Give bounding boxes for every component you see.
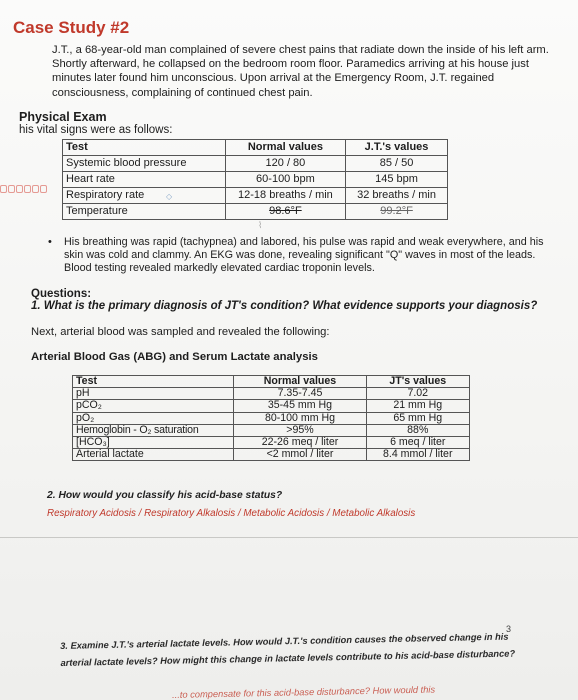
- table-cell: 65 mm Hg: [366, 412, 469, 424]
- question-3: 3. Examine J.T.'s arterial lactate levels. How would J.T.'s condition causes the observed change in his arterial lactate levels? How might this change in lactate levels contribute to his acid-base disturbance?: [60, 631, 516, 668]
- page-title: Case Study #2: [13, 18, 130, 37]
- table-cell: [HCO₃]: [73, 437, 234, 449]
- findings-paragraph: His breathing was rapid (tachypnea) and labored, his pulse was rapid and weak everywhere, and his skin was cold and clammy. An EKG was done, revealing significant "Q" waves in most of the leads. Blood testing revealed markedly elevated cardiac troponin levels.: [64, 236, 544, 274]
- abg-intro-text: Next, arterial blood was sampled and revealed the following:: [31, 326, 330, 338]
- table-header: JT's values: [366, 376, 469, 388]
- table-cell: pO₂: [73, 412, 234, 424]
- question-2: 2. How would you classify his acid-base status?: [47, 490, 283, 501]
- table-cell: 85 / 50: [346, 156, 448, 172]
- table-cell: pH: [73, 388, 234, 400]
- margin-mark: [0, 180, 58, 193]
- table-cell: 32 breaths / min: [346, 188, 448, 204]
- table-cell: 98.6°F: [225, 204, 345, 220]
- intro-paragraph: J.T., a 68-year-old man complained of severe chest pains that radiate down the inside of his left arm. Shortly afterward, he collapsed on the bedroom room floor. Paramedics arriving at his house just minutes later found him unconscious. Upon arrival at the Emergency Room, J.T. regained consciousness, complaining of continued chest pain.: [52, 44, 549, 99]
- table-cell: 22-26 meq / liter: [234, 437, 366, 449]
- table-header: J.T.'s values: [346, 140, 448, 156]
- table-cell: 35-45 mm Hg: [234, 400, 366, 412]
- physical-exam-heading: Physical Exam: [19, 110, 107, 124]
- question-2-answer-options: Respiratory Acidosis / Respiratory Alkalosis / Metabolic Acidosis / Metabolic Alkalosis: [47, 508, 416, 519]
- table-cell: 60-100 bpm: [225, 172, 345, 188]
- table-cell: 12-18 breaths / min: [225, 188, 345, 204]
- table-cell: Heart rate: [63, 172, 226, 188]
- table-cell: pCO₂: [73, 400, 234, 412]
- table-row: [63, 156, 448, 172]
- page-number: 3: [506, 624, 512, 634]
- table-cell: Temperature: [63, 204, 226, 220]
- vital-signs-table: [62, 139, 448, 220]
- table-cell: 8.4 mmol / liter: [366, 449, 469, 461]
- question-3-partial-text: ...to compensate for this acid-base disturbance? How would this: [172, 684, 436, 700]
- table-cell: >95%: [234, 424, 366, 436]
- table-header: Test: [63, 140, 226, 156]
- table-cell: Hemoglobin - O₂ saturation: [73, 424, 234, 436]
- table-cell: <2 mmol / liter: [234, 449, 366, 461]
- question-1: 1. What is the primary diagnosis of JT's condition? What evidence supports your diagnosis?: [31, 300, 538, 312]
- table-row: [73, 424, 470, 436]
- table-row: [63, 172, 448, 188]
- abg-table: [72, 375, 470, 461]
- physical-exam-subheading: his vital signs were as follows:: [19, 124, 173, 136]
- table-cell: 7.35-7.45: [234, 388, 366, 400]
- page-divider: [0, 537, 578, 538]
- bullet-icon: •: [48, 236, 52, 248]
- table-cell: 80-100 mm Hg: [234, 412, 366, 424]
- table-header: Normal values: [234, 376, 366, 388]
- table-cell: Systemic blood pressure: [63, 156, 226, 172]
- table-row: [73, 388, 470, 400]
- table-header: Normal values: [225, 140, 345, 156]
- table-header-row: [63, 140, 448, 156]
- table-cell: 99.2°F: [346, 204, 448, 220]
- table-row: [73, 437, 470, 449]
- table-row: [73, 412, 470, 424]
- table-cell: 88%: [366, 424, 469, 436]
- table-cell: 120 / 80: [225, 156, 345, 172]
- table-header: Test: [73, 376, 234, 388]
- table-cell: 6 meq / liter: [366, 437, 469, 449]
- table-cell: 145 bpm: [346, 172, 448, 188]
- cursor-icon: ⌇: [258, 220, 263, 230]
- table-row: [63, 188, 448, 204]
- table-cell: Arterial lactate: [73, 449, 234, 461]
- table-row: [73, 400, 470, 412]
- table-row: [63, 204, 448, 220]
- pen-mark-icon: ◇: [166, 192, 173, 201]
- table-cell: Respiratory rate: [63, 188, 226, 204]
- table-header-row: [73, 376, 470, 388]
- table-row: [73, 449, 470, 461]
- table-cell: 7.02: [366, 388, 469, 400]
- table-cell: 21 mm Hg: [366, 400, 469, 412]
- questions-heading: Questions:: [31, 288, 92, 300]
- abg-heading: Arterial Blood Gas (ABG) and Serum Lactate analysis: [31, 351, 318, 363]
